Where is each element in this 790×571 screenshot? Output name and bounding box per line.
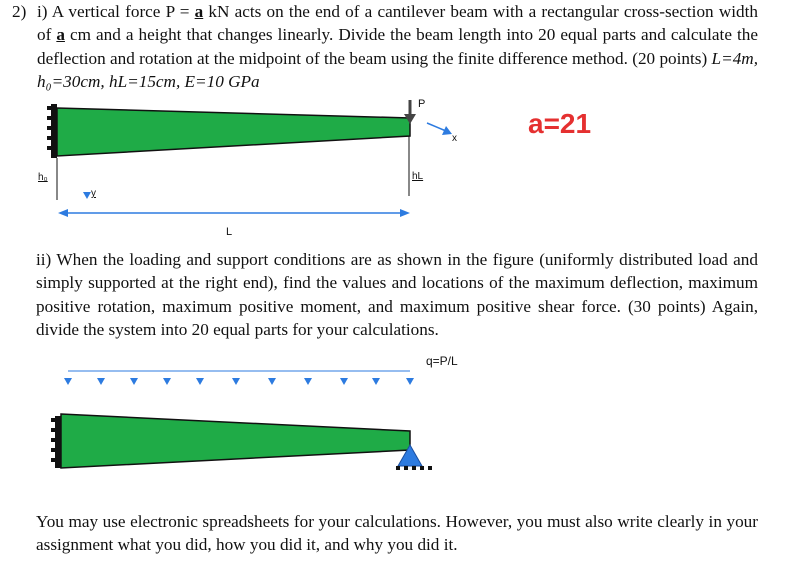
label-l: L: [226, 226, 233, 238]
problem-number: 2): [12, 2, 27, 21]
label-hl: hL: [412, 171, 424, 182]
label-x: x: [452, 133, 457, 144]
spreadsheet-note: You may use electronic spreadsheets for your calculations. However, you must also write clearly in your assignment what you did, how you did it, and why you did it.: [36, 512, 758, 555]
part-i-text-2: kN acts on the end of a cantilever beam with a rectangular cross-section width of: [37, 2, 758, 45]
label-h0: h₀: [38, 172, 48, 183]
label-distributed-load: q=P/L: [426, 354, 458, 368]
label-p: P: [418, 98, 426, 110]
handwritten-a-value: a=21: [528, 108, 592, 139]
param-a-2: a: [56, 25, 65, 45]
problem-2-part-ii: ii) When the loading and support conditions are as shown in the figure (uniformly distributed load and simply supported at the right end), find the values and locations of the maximum deflection, maximum positive rotation, maximum positive moment, and maximum positive shear force. (30 points) Again, divide the system into 20 equal parts for your calculations.: [36, 250, 758, 339]
part-i-text-3: cm and a height that changes linearly. Divide the beam length into 20 equal parts and calculate the deflection and rotation at the midpoint of the beam using the finite difference method. (20 points): [37, 25, 758, 68]
fixed-support-wall-2: [51, 416, 61, 468]
tapered-beam-shape: [61, 414, 410, 468]
distributed-load-arrows: [64, 371, 414, 385]
label-y: y: [91, 188, 96, 199]
param-a-1: a: [194, 2, 204, 21]
part-i-text-1: i) A vertical force P =: [37, 2, 195, 21]
part-i-parameters: L=4m, h₀=30cm, hL=15cm, E=10 GPa: [37, 48, 758, 91]
